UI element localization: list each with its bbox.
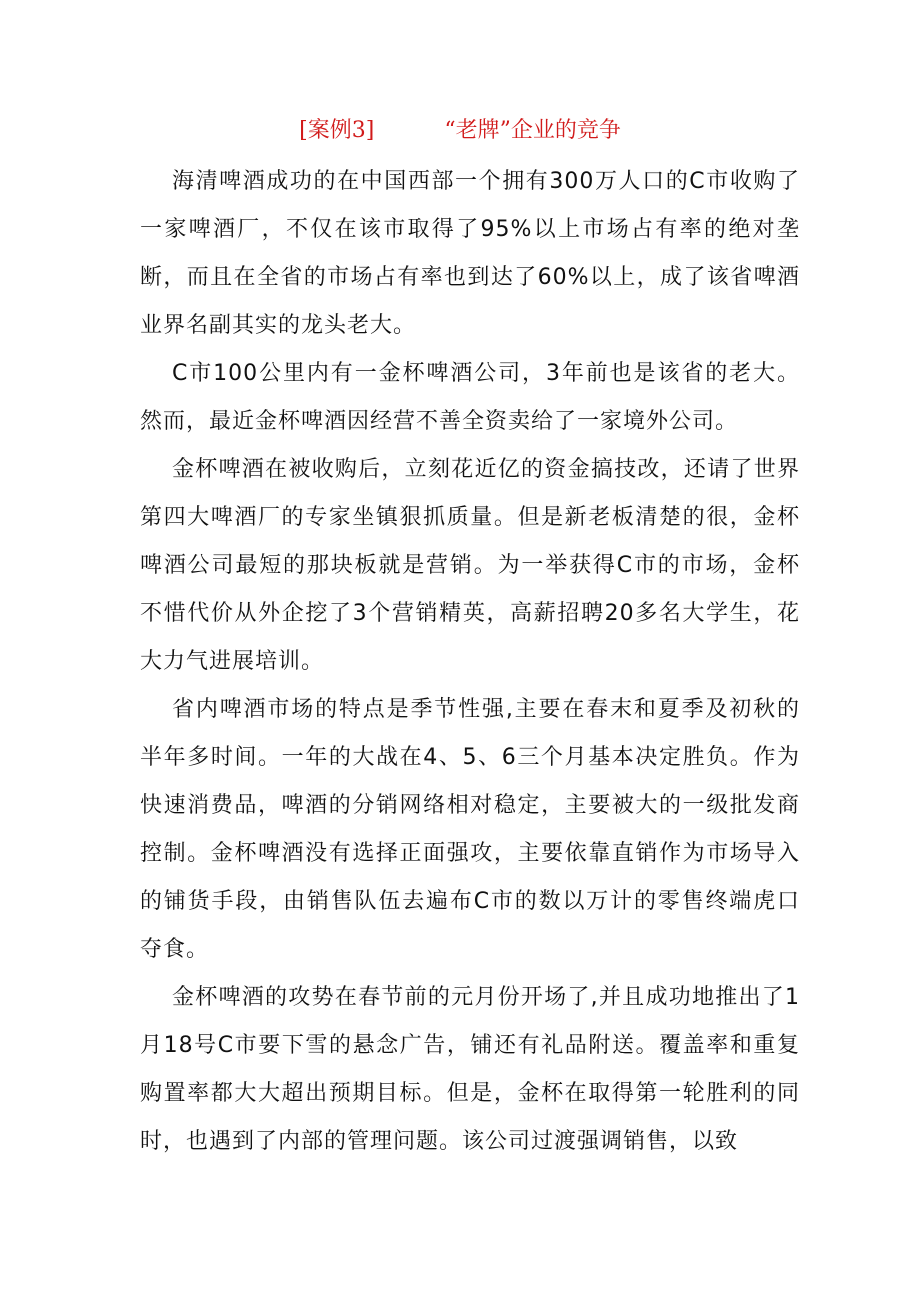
paragraph-1: 海清啤酒成功的在中国西部一个拥有300万人口的C市收购了一家啤酒厂，不仅在该市取得了95%以上市场占有率的绝对垄断，而且在全省的市场占有率也到达了60%以上，成了该省啤酒业界名副其实的龙头老大。 [140, 169, 800, 338]
paragraph-3: 金杯啤酒在被收购后，立刻花近亿的资金搞技改，还请了世界第四大啤酒厂的专家坐镇狠抓质量。但是新老板清楚的很，金杯啤酒公司最短的那块板就是营销。为一举获得C市的市场，金杯不惜代价从外企挖了3个营销精英，高薪招聘20多名大学生，花大力气进展培训。 [140, 457, 800, 674]
document-body [140, 158, 800, 1166]
paragraph-2: C市100公里内有一金杯啤酒公司，3年前也是该省的老大。然而，最近金杯啤酒因经营不善全资卖给了一家境外公司。 [140, 361, 800, 434]
case-title [0, 115, 920, 147]
case-name: “老牌”企业的竞争 [444, 118, 621, 143]
paragraph-4: 省内啤酒市场的特点是季节性强,主要在春末和夏季及初秋的半年多时间。一年的大战在4、5、6三个月基本决定胜负。作为快速消费品，啤酒的分销网络相对稳定，主要被大的一级批发商控制。金杯啤酒没有选择正面强攻，主要依靠直销作为市场导入的铺货手段，由销售队伍去遍布C市的数以万计的零售终端虎口夺食。 [140, 697, 800, 962]
case-label: [案例3] [299, 118, 375, 143]
paragraph-5: 金杯啤酒的攻势在春节前的元月份开场了,并且成功地推出了1月18号C市要下雪的悬念广告，铺还有礼品附送。覆盖率和重复购置率都大大超出预期目标。但是，金杯在取得第一轮胜利的同时，也遇到了内部的管理问题。该公司过渡强调销售，以致 [140, 985, 800, 1154]
